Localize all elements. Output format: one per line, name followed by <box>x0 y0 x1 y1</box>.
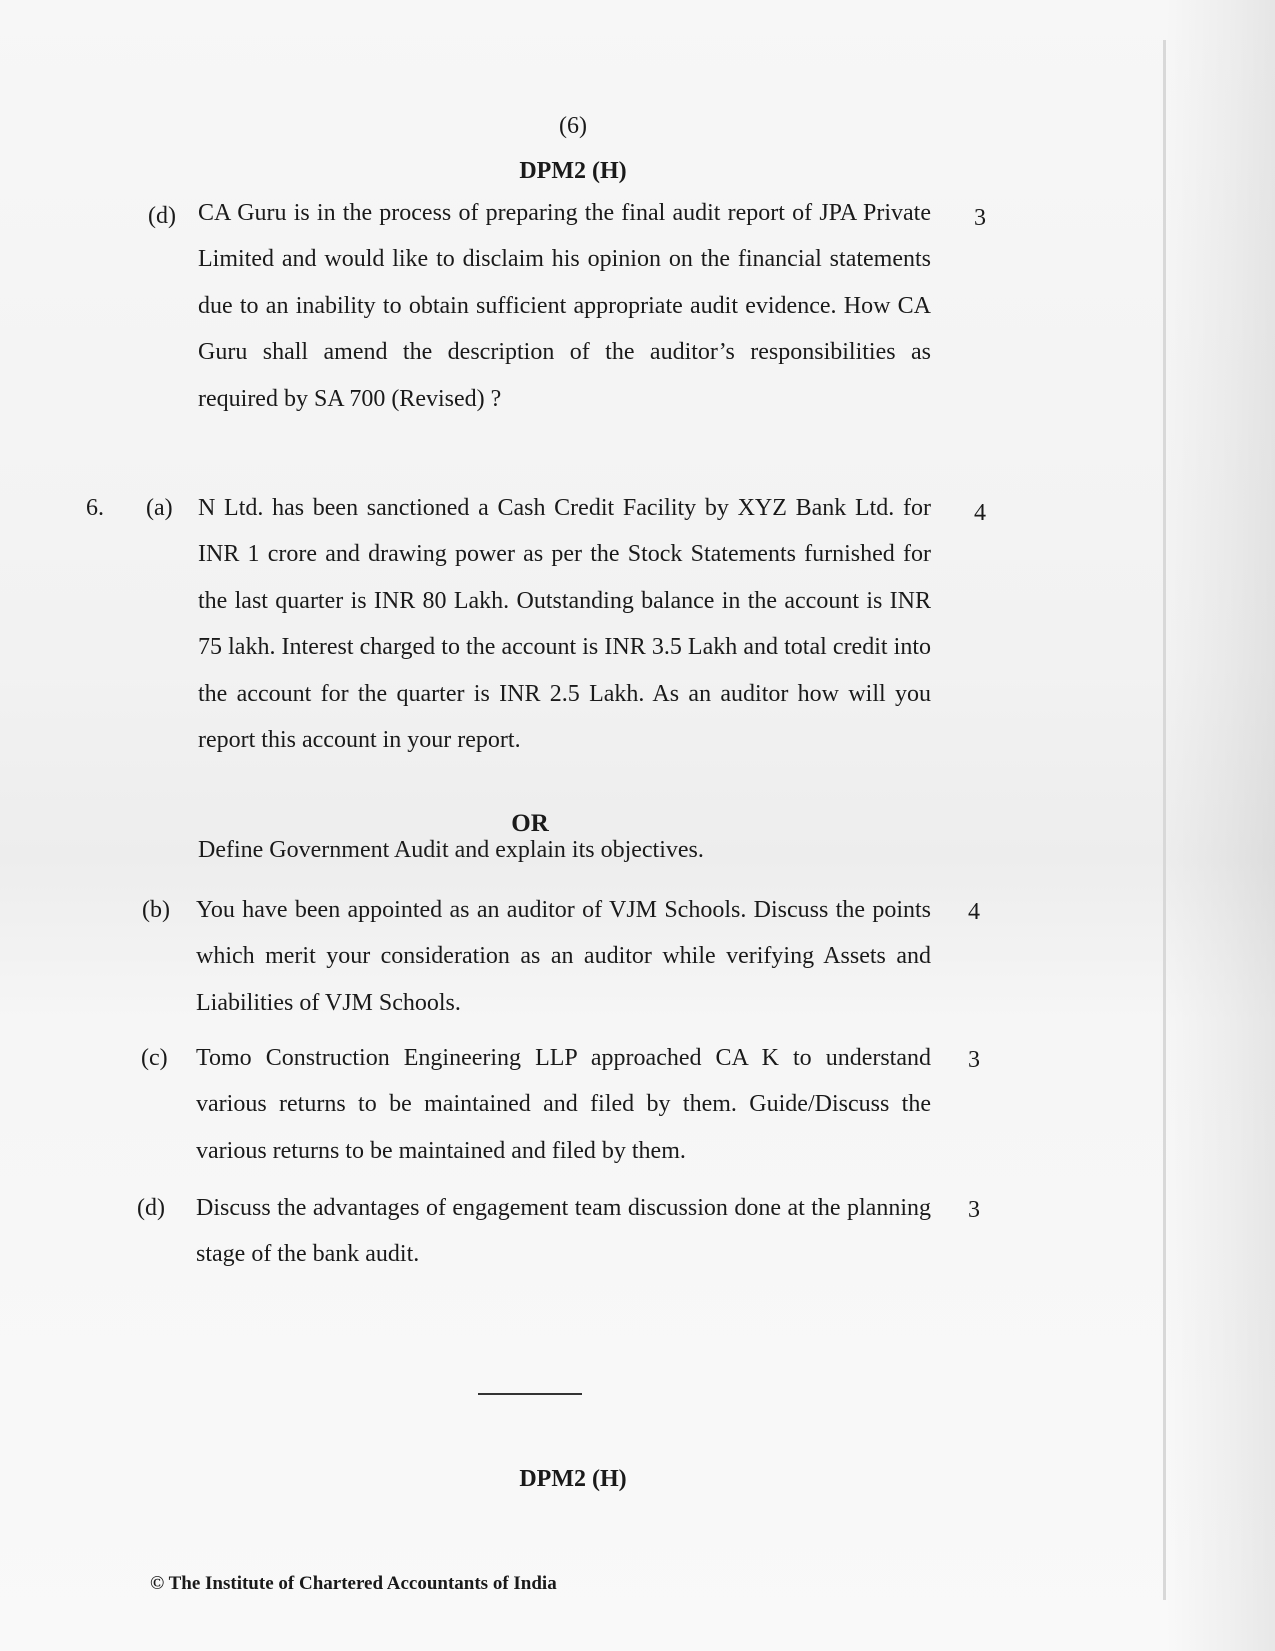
copyright-notice: © The Institute of Chartered Accountants of India <box>150 1573 557 1594</box>
q5-part-d-marks: 3 <box>974 205 986 231</box>
q6-part-b-marks: 4 <box>968 899 980 925</box>
scan-edge-shadow <box>1165 0 1275 1651</box>
q6-part-d-label: (d) <box>137 1195 165 1221</box>
scan-page-edge <box>1163 40 1166 1600</box>
end-of-paper-rule <box>478 1393 582 1395</box>
q6-part-c-marks: 3 <box>968 1047 980 1073</box>
paper-code-footer: DPM2 (H) <box>519 1466 627 1492</box>
q6-part-c-text: Tomo Construction Engineering LLP approached CA K to understand various returns to be maintained and filed by them. Guide/Discuss the various returns to be maintained and filed by them. <box>196 1045 931 1164</box>
page-number: (6) <box>559 113 587 139</box>
q6-part-c-label: (c) <box>141 1045 168 1071</box>
q5-part-d-text: CA Guru is in the process of preparing the final audit report of JPA Private Limited and would like to disclaim his opinion on the financial statements due to an inability to obtain sufficient appropriate audit evidence. How CA Guru shall amend the description of the auditor’s responsibilities as required by SA 700 (Revised) ? <box>198 200 931 412</box>
q6-part-b-label: (b) <box>142 897 170 923</box>
paper-code-header: DPM2 (H) <box>519 158 627 184</box>
q6-part-b-text: You have been appointed as an auditor of VJM Schools. Discuss the points which merit your consideration as an auditor while verifying Assets and Liabilities of VJM Schools. <box>196 897 931 1016</box>
or-heading: OR <box>511 810 549 837</box>
q6-part-d-text: Discuss the advantages of engagement team discussion done at the planning stage of the bank audit. <box>196 1195 931 1268</box>
q5-part-d-label: (d) <box>148 203 176 229</box>
q6-part-a-or-text: Define Government Audit and explain its objectives. <box>198 837 704 863</box>
q6-part-a-marks: 4 <box>974 500 986 526</box>
q6-part-d-marks: 3 <box>968 1197 980 1223</box>
q6-number: 6. <box>86 495 104 521</box>
q6-part-a-text: N Ltd. has been sanctioned a Cash Credit Facility by XYZ Bank Ltd. for INR 1 crore and drawing power as per the Stock Statements furnished for the last quarter is INR 80 Lakh. Outstanding balance in the account is INR 75 lakh. Interest charged to the account is INR 3.5 Lakh and total credit into the account for the quarter is INR 2.5 Lakh. As an auditor how will you report this account in your report. <box>198 495 931 754</box>
q6-part-a-label: (a) <box>146 495 173 521</box>
